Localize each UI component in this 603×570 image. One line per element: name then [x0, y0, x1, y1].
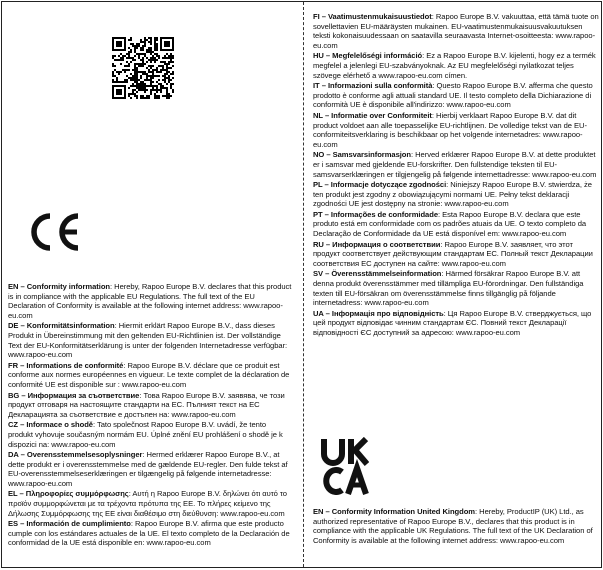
conformity-entry-da: DA – Overensstemmelsesoplysninger: Hermed erklærer Rapoo Europe B.V., at dette produkt er i overensstemmelse med de gældende EU-regler. Den fulde tekst af EU-overensstemmelseserklæringen er tilgængelig på følgende internetadresse: www.rapoo-eu.com: [8, 450, 288, 488]
declaration-sheet: [1, 1, 602, 568]
conformity-entry-pt: PT – Informações de conformidade: Esta Rapoo Europe B.V. declara que este produto está em conformidade com os padrões atuais da UE. O texto completo da Declaração de Conformidade da UE está disponível em: www.rapoo-eu.com: [313, 209, 587, 239]
qr-code-icon: [112, 37, 174, 99]
conformity-entry-sv: SV – Överensstämmelseinformation: Härmed försäkrar Rapoo Europe B.V. att denna produkt överensstämmer med tillämpliga EU-förordningar. Den fullständiga texten till EU-försäkran om överensstämmelse finns tillgänglig på följande internetadress: www.rapoo-eu.com: [313, 269, 584, 308]
conformity-entry-fr: FR – Informations de conformité: Rapoo Europe B.V. déclare que ce produit est conforme aux normes européennes en vigueur. Le texte complet de la déclaration de conformité UE est disponible sur : www.rapoo-eu.com: [8, 360, 290, 389]
conformity-entry-es: ES – Información de cumplimiento: Rapoo Europe B.V. afirma que este producto cumple con los estándares actuales de la UE. El texto completo de la Declaración de conformidad de la UE está disponible en: www.rapoo-eu.com: [8, 519, 290, 548]
conformity-entry-ua: UA – Інформація про відповідність: Ця Rapoo Europe B.V. стверджується, що цей продукт відповідає чинним стандартам ЄС. Повний текст Декларації відповідності ЄС доступний за адресою: www.rapoo-eu.com: [313, 308, 592, 337]
conformity-entry-nl: NL – Informatie over Conformiteit: Hierbij verklaart Rapoo Europe B.V. dat dit product voldoet aan alle toepasselijke EU-richtlijnen. De volledige tekst van de EU-conformiteitsverklaring is beschikbaar op het volgende internetadres: www.rapoo-eu.com: [313, 110, 587, 149]
conformity-entry-no: NO – Samsvarsinformasjon: Herved erklærer Rapoo Europe B.V. at dette produktet er i samsvar med gjeldende EU-forskrifter. Den fullstendige teksten til EU-samsvarserklæringen er tilgjengelig på følgende internettadresse: www.rapoo-eu.com: [313, 150, 597, 179]
conformity-entry-cz: CZ – Informace o shodě: Tato společnost Rapoo Europe B.V. uvádí, že tento produkt vyhovuje současným normám EU. Úplné znění EU prohlášení o shodě je k dispozici na: www.rapoo-eu.com: [8, 420, 283, 449]
conformity-entry-en: EN – Conformity information: Hereby, Rapoo Europe B.V. declares that this product is in compliance with the applicable EU Regulations. The full text of the EU Declaration of Conformity is available at the following internet address: www.rapoo-eu.com: [8, 282, 292, 320]
conformity-entry-fi: FI – Vaatimustenmukaisuustiedot: Rapoo Europe B.V. vakuuttaa, että tämä tuote on sovellettavien EU-määräysten mukainen. EU-vaatimustenmukaisuusvakuutuksen teksti kokonaisuudessaan on saatavilla seuraavasta Internet-osoitteesta: www.rapoo-eu.com: [313, 12, 599, 50]
conformity-entry-uk: EN – Conformity Information United Kingdom: Hereby, ProductIP (UK) Ltd., as authorized representative of Rapoo Europe B.V., declares that this product is in compliance with the applicable UK Regulations. The full text of the UK Declaration of Conformity is available at the following internet address: www.rapoo-eu.com: [313, 507, 593, 545]
conformity-entry-hu: HU – Megfelelőségi információ: Ez a Rapoo Europe B.V. kijelenti, hogy ez a termék megfelel a jelenlegi EU-szabványoknak. Az EU megfelelőségi nyilatkozat teljes szövege elérhető a www.rapoo-eu.com címen.: [313, 51, 596, 80]
conformity-entry-it: IT – Informazioni sulla conformità: Questo Rapoo Europe B.V. afferma che questo prodotto è conforme agli attuali standard UE. Il testo completo della Dichiarazione di conformità UE è disponibile all'indirizzo: www.rapoo-eu.com: [313, 81, 593, 110]
conformity-entry-pl: PL – Informacje dotyczące zgodności: Niniejszy Rapoo Europe B.V. stwierdza, że ten produkt jest zgodny z obowiązującymi normami UE. Pełny tekst deklaracji zgodności UE jest dostępny na stronie: www.rapoo-eu.com: [313, 180, 592, 209]
ce-mark-icon: [26, 212, 84, 252]
left-entries: [8, 282, 292, 549]
conformity-entry-ru: RU – Информация о соответствии: Rapoo Europe B.V. заявляет, что этот продукт соответствует действующим стандартам ЕС. Полный текст Декларации соответствия ЕС доступен на сайте: www.rapoo-eu.com: [313, 239, 593, 268]
right-column: [313, 2, 597, 567]
conformity-entry-el: EL – Πληροφορίες συμμόρφωσης: Αυτή η Rapoo Europe B.V. δηλώνει ότι αυτό το προϊόν συμμορφώνεται με τα τρέχοντα πρότυπα της ΕΕ. Το πλήρες κείμενο της Δήλωσης Συμμόρφωσης της ΕΕ είναι διαθέσιμο στη διεύθυνση: www.rapoo-eu.com: [8, 489, 287, 518]
right-entries: [313, 12, 599, 339]
ukca-mark-icon: [321, 437, 369, 495]
conformity-entry-de: DE – Konformitätsinformation: Hiermit erklärt Rapoo Europe B.V., dass dieses Produkt in Übereinstimmung mit den geltenden EU-Richtlinien ist. Der vollständige Text der EU-Konformitätserklärung is unter der folgenden Internetadresse verfügbar: www.rapoo-eu.com: [8, 321, 288, 360]
left-column: [8, 2, 296, 567]
conformity-entry-bg: BG – Информация за съответствие: Това Rapoo Europe B.V. заявява, че този продукт отговаря на настоящите стандарти на ЕС. Пълният текст на ЕС Декларацията за съответствие е достъпен на: www.rapoo-eu.com: [8, 390, 285, 419]
column-divider: [303, 2, 305, 567]
